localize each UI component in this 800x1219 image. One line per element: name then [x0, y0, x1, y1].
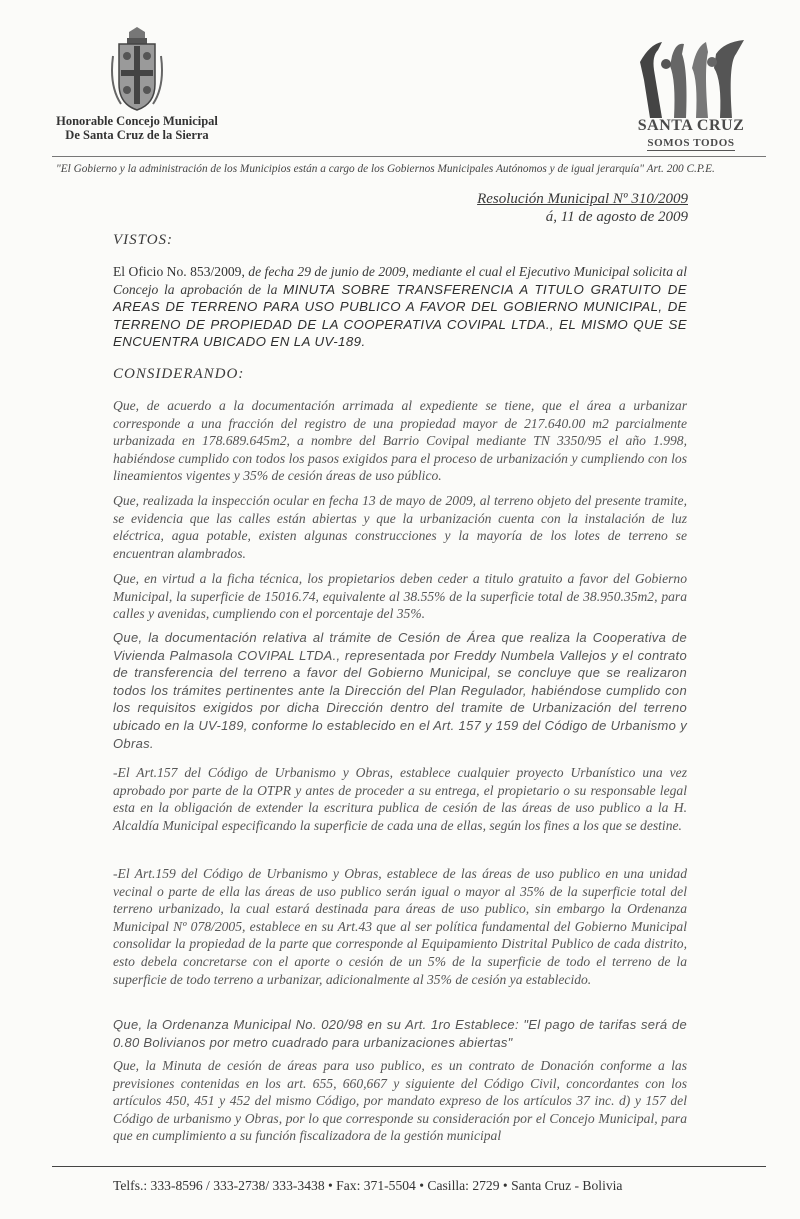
- footer-contact: Telfs.: 333-8596 / 333-2738/ 333-3438 • Fax: 371-5504 • Casilla: 2729 • Santa Cruz - Bolivia: [113, 1178, 623, 1193]
- resolution-block: [477, 190, 688, 226]
- considerando-heading: CONSIDERANDO:: [113, 366, 245, 382]
- people-figures-icon: [632, 40, 750, 118]
- vistos-text: de fecha 29 de junio de 2009, mediante el cual el Ejecutivo Municipal solicita al Concejo la aprobación de la: [113, 264, 687, 297]
- vistos-subject: MINUTA SOBRE TRANSFERENCIA A TITULO GRATUITO DE AREAS DE TERRENO PARA USO PUBLICO A FAVOR DEL GOBIERNO MUNICIPAL, DE TERRENO DE PROPIEDAD DE LA COOPERATIVA COVIPAL LTDA., EL MISMO QUE SE ENCUENTRA UBICADO EN LA UV-189.: [113, 281, 687, 350]
- coat-of-arms-icon: [107, 26, 167, 114]
- org-name-line1: Honorable Concejo Municipal: [56, 114, 218, 128]
- considerando-paragraph-7: Que, la Ordenanza Municipal No. 020/98 en su Art. 1ro Establece: "El pago de tarifas será de 0.80 Bolivianos por metro cuadrado para urbanizaciones abiertas": [113, 1017, 687, 1050]
- considerando-paragraph-2: Que, realizada la inspección ocular en fecha 13 de mayo de 2009, al terreno objeto del presente tramite, se evidencia que las calles están abiertas y que la urbanización cuenta con la instalación de luz eléctrica, agua potable, existen algunas construcciones y la mayoría de los lotes de terreno se encuentran alambrados.: [113, 493, 687, 561]
- resolution-number: Resolución Municipal Nº 310/2009: [477, 191, 688, 207]
- constitution-quote: "El Gobierno y la administración de los Municipios están a cargo de los Gobiernos Municipales Autónomos y de igual jerarquía" Art. 200 C.P.E.: [56, 163, 715, 175]
- considerando-paragraph-4: Que, la documentación relativa al trámite de Cesión de Área que realiza la Cooperativa de Vivienda Palmasola COVIPAL LTDA., representada por Freddy Numbela Vallejos y el contrato de transferencia del terreno a favor del Gobierno Municipal, se concluye que se realizaron todos los trámites pertinentes ante la Dirección del Plan Regulador, habiéndose cumplido con los requisitos exigidos por dicha Dirección dentro del tramite de Urbanización del terreno ubicado en la UV-189, conforme lo establecido en el Art. 157 y 159 del Código de Urbanismo y Obras.: [113, 630, 687, 751]
- footer-divider: [52, 1166, 766, 1167]
- brand-name: SANTA CRUZ: [637, 117, 745, 134]
- council-header: [52, 26, 222, 142]
- vistos-paragraph: [113, 263, 687, 351]
- brand-slogan: SOMOS TODOS: [647, 137, 735, 149]
- resolution-date: á, 11 de agosto de 2009: [545, 209, 688, 225]
- considerando-paragraph-5: -El Art.157 del Código de Urbanismo y Obras, establece cualquier proyecto Urbanístico una vez aprobado por parte de la OTPR y antes de proceder a su entrega, el propietario o su responsable legal esta en la obligación de extender la escritura publica de cesión de las áreas de uso publico a la H. Alcaldía Municipal especificando la superficie de cada una de ellas, según los fines a los que se destine.: [113, 765, 687, 833]
- santa-cruz-logo: [626, 40, 756, 151]
- considerando-paragraph-8: Que, la Minuta de cesión de áreas para uso publico, es un contrato de Donación conforme a las previsiones contenidas en los art. 655, 660,667 y siguiente del Código Civil, concordantes con los artículos 450, 451 y 452 del mismo Código, por mandato expreso de los artículos 37 inc. d) y 157 del Código de urbanismo y Obras, por lo que corresponde su consideración por el Concejo Municipal, para que en cumplimiento a su función fiscalizadora de la gestión municipal: [113, 1058, 687, 1144]
- org-name-line2: De Santa Cruz de la Sierra: [65, 128, 209, 142]
- considerando-paragraph-1: Que, de acuerdo a la documentación arrimada al expediente se tiene, que el área a urbanizar corresponde a una fracción del registro de una propiedad mayor de 217.640.00 m2 parcialmente urbanizada en 178.689.645m2, a nombre del Barrio Covipal mediante TN 3350/95 el año 1.998, habiéndose cumplido con todos los pasos exigidos para el proceso de urbanización y cumpliendo con los lineamientos vigentes y 35% de cesión áreas de uso público.: [113, 398, 687, 484]
- considerando-paragraph-6: -El Art.159 del Código de Urbanismo y Obras, establece de las áreas de uso publico en una unidad vecinal o parte de ella las áreas de uso publico serán igual o mayor al 35% de la superficie total del terreno urbanizado, la cual estará destinada para áreas de uso publico, sin embargo la Ordenanza Municipal Nº 078/2005, establece en su Art.43 que al ser política fundamental del Gobierno Municipal consolidar la propiedad de la parte que corresponde al Equipamiento Distrital Publico de cada distrito, esto debela concretarse con el aporte o cesión de un 5% de la superficie de todo el terreno de la superficie de todo terreno a urbanizar, adicionalmente al 35% de cesión ya establecido.: [113, 866, 687, 987]
- header-divider: [52, 156, 766, 157]
- vistos-heading: VISTOS:: [113, 232, 174, 248]
- considerando-paragraph-3: Que, en virtud a la ficha técnica, los propietarios deben ceder a titulo gratuito a favor del Gobierno Municipal, la superficie de 15016.74, equivalente al 38.55% de la superficie total de 38.950.35m2, para calles y avenidas, cumpliendo con el porcentaje del 35%.: [113, 571, 687, 622]
- vistos-lead: El Oficio No. 853/2009,: [113, 264, 245, 279]
